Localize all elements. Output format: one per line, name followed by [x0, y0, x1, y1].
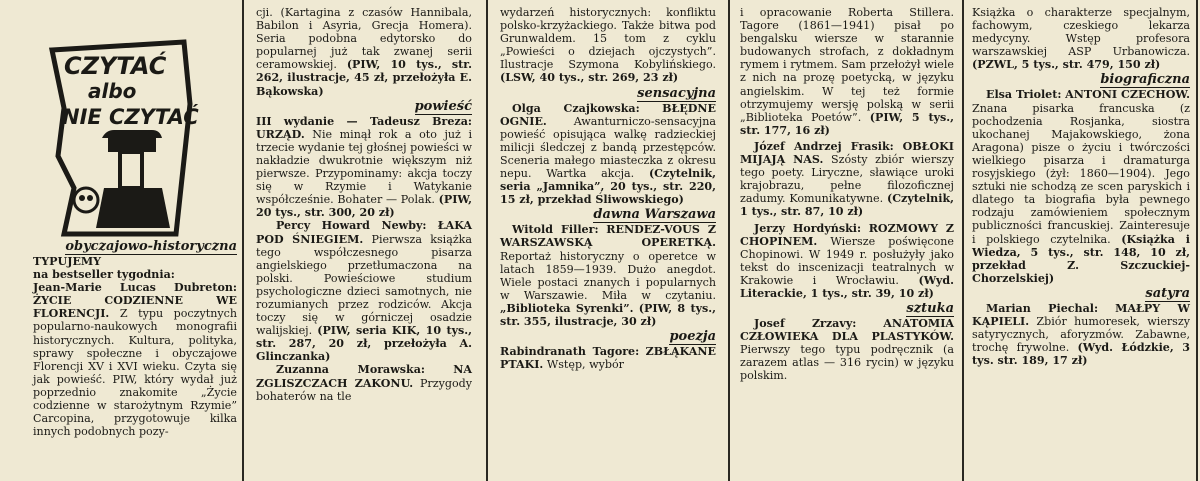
logo-line1: CZYTAĆ: [64, 52, 167, 80]
column-4: [740, 6, 954, 383]
entry-hordynski: Jerzy Hordyński: ROZMOWY Z CHOPINEM. Wiersze poświęcone Chopinowi. W 1949 r. posłużyły jako tekst do inscenizacji teatralnych w Krakowie i Wrocławiu. (Wyd. Literackie, 1 tys., str. 39, 10 zł): [740, 221, 955, 300]
column-rule: [962, 0, 964, 481]
section-heading-obyczajowo-historyczna: obyczajowo-historyczna: [65, 239, 237, 254]
intro: TYPUJEMY na bestseller tygodnia:: [33, 255, 175, 282]
section-heading-powiesc: powieść: [414, 98, 472, 114]
entry-continuation: wydarzeń historycznych: konfliktu polsko-krzyżackiego. Także bitwa pod Grunwaldem. 15 tom z cyklu „Powieści o dziejach ojczystych”. Ilustracje Szymona Kobylińskiego. (LSW, 40 tys., str. 269, 23 zł): [500, 6, 716, 85]
entry-frasik: Józef Andrzej Frasik: OBŁOKI MIJAJĄ NAS. Szósty zbiór wierszy tego poety. Liryczne, sławiące uroki krajobrazu, pełne filozoficznej zadumy. Komunikatywne. (Czytelnik, 1 tys., str. 87, 10 zł): [740, 139, 955, 219]
entry-tagore: Rabindranath Tagore: ZBŁĄKANE PTAKI. Wstęp, wybór: [500, 345, 716, 372]
entry-czajkowska: Olga Czajkowska: BŁĘDNE OGNIE. Awanturniczo-sensacyjna powieść opisująca walkę radzieckiej milicji śledczej z bandą przestępców. Sceneria małego miasteczka z okresu nepu. Wartka akcja. (Czytelnik, seria „Jamnika”, 20 tys., str. 220, 15 zł, przekład Śliwowskiego): [500, 101, 716, 207]
column-3: [500, 6, 716, 371]
logo-line3: NIE CZYTAĆ: [62, 105, 199, 129]
entry-piechal: Marian Piechal: MAŁPY W KĄPIELI. Zbiór humoresek, wierszy satyrycznych, aforyzmów. Zabawne, trochę frywolne. (Wyd. Łódzkie, 3 tys. str. 189, 17 zł): [972, 301, 1190, 368]
section-heading-satyra: satyra: [1145, 285, 1190, 301]
entry-triolet: Elsa Triolet: ANTONI CZECHOW. Znana pisarka francuska (z pochodzenia Rosjanka, siostra ukochanej Majakowskiego, żona Aragona) pisze o życiu i twórczości wielkiego pisarza i dramaturga rosyjskiego (żył: 1860—1904). Jego sztuki nie schodzą ze scen paryskich i dlatego ta biografia była pewnego rodzaju zamówieniem społecznym publiczności francuskiej. Zainteresuje i polskiego czytelnika. (Książka i Wiedza, 5 tys., str. 148, 10 zł, przekład Z. Szczuckiej-Chorzelskiej): [972, 88, 1191, 285]
column-1: [33, 238, 237, 438]
column-rule: [1196, 0, 1198, 481]
section-heading-sztuka: sztuka: [906, 301, 954, 317]
entry-continuation: cji. (Kartagina z czasów Hannibala, Babilon i Asyria, Grecja Homera). Seria podobna edytorsko do popularnej już tak zwanej serii ceramowskiej. (PIW, 10 tys., str. 262, ilustracje, 45 zł, przełożyła E. Bąkowska): [256, 6, 472, 98]
entry-dubreton: Jean-Marie Lucas Dubreton: ŻYCIE CODZIENNE WE FLORENCJI. Z typu poczytnych popularno-naukowych monografii historycznych. Kultura, polityka, sprawy społeczne i obyczajowe Florencji XV i XVI wieku. Czyta się jak powieść. PIW, który wydał już poprzednio znakomite „Życie codzienne w starożytnym Rzymie” Carcopina, przygotowuje kilka innych podobnych pozy-: [33, 281, 237, 439]
section-heading-sensacyjna: sensacyjna: [637, 85, 716, 101]
column-rule: [728, 0, 730, 481]
entry-morawska: Zuzanna Morawska: NA ZGLISZCZACH ZAKONU. Przygody bohaterów na tle: [256, 363, 472, 403]
column-5: [972, 6, 1190, 367]
column-rule: [486, 0, 488, 481]
section-heading-biograficzna: biograficzna: [1100, 72, 1190, 88]
entry-filler: Witold Filler: RENDEZ-VOUS Z WARSZAWSKĄ OPERETKĄ. Reportaż historyczny o operetce w latach 1859—1939. Dużo anegdot. Wiele postaci znanych i popularnych w Warszawie. Miła w czytaniu. „Biblioteka Syrenki”. (PIW, 8 tys., str. 355, ilustracje, 30 zł): [500, 223, 717, 328]
entry-breza: III wydanie — Tadeusz Breza: URZĄD. Nie minął rok a oto już i trzecie wydanie tej głośnej powieści w nakładzie dwukrotnie większym niż pierwsze. Przypominamy: akcja toczy się w Rzymie i Watykanie współcześnie. Bohater — Polak. (PIW, 20 tys., str. 300, 20 zł): [256, 114, 473, 220]
czytac-logo-illustration: [44, 38, 204, 243]
entry-newby: Percy Howard Newby: ŁAKA POD ŚNIEGIEM. Pierwsza książka tego współczesnego pisarza angielskiego przetłumaczona na polski. Powieściowe studium psychologiczne dzieci samotnych, nie rozumianych przez rodziców. Akcja toczy się w górniczej osadzie walijskiej. (PIW, seria KIK, 10 tys., str. 287, 20 zł, przełożyła A. Glinczanka): [256, 219, 473, 364]
column-rule: [242, 0, 244, 481]
entry-zrzavy: Josef Zrzavy: ANATOMIA CZŁOWIEKA DLA PLASTYKÓW. Pierwszy tego typu podręcznik (a zarazem atlas — 316 rycin) w języku polskim.: [740, 317, 954, 383]
entry-continuation: i opracowanie Roberta Stillera. Tagore (1861—1941) pisał po bengalsku wiersze w starannie budowanych strofach, z dokładnym rymem i rytmem. Sam przełożył wiele z nich na prozę poetycką, w języku angielskim. W tej też formie otrzymujemy wersję polską w serii „Biblioteka Poetów”. (PIW, 5 tys., str. 177, 16 zł): [740, 6, 954, 137]
logo-line2: albo: [88, 79, 137, 103]
column-2: [256, 6, 472, 403]
entry-continuation: Książka o charakterze specjalnym, fachowym, czeskiego lekarza medycyny. Wstęp profesora warszawskiej ASP Urbanowicza. (PZWL, 5 tys., str. 479, 150 zł): [972, 6, 1190, 72]
section-heading-poezja: poezja: [669, 329, 716, 345]
section-heading-dawna-warszawa: dawna Warszawa: [593, 207, 716, 223]
